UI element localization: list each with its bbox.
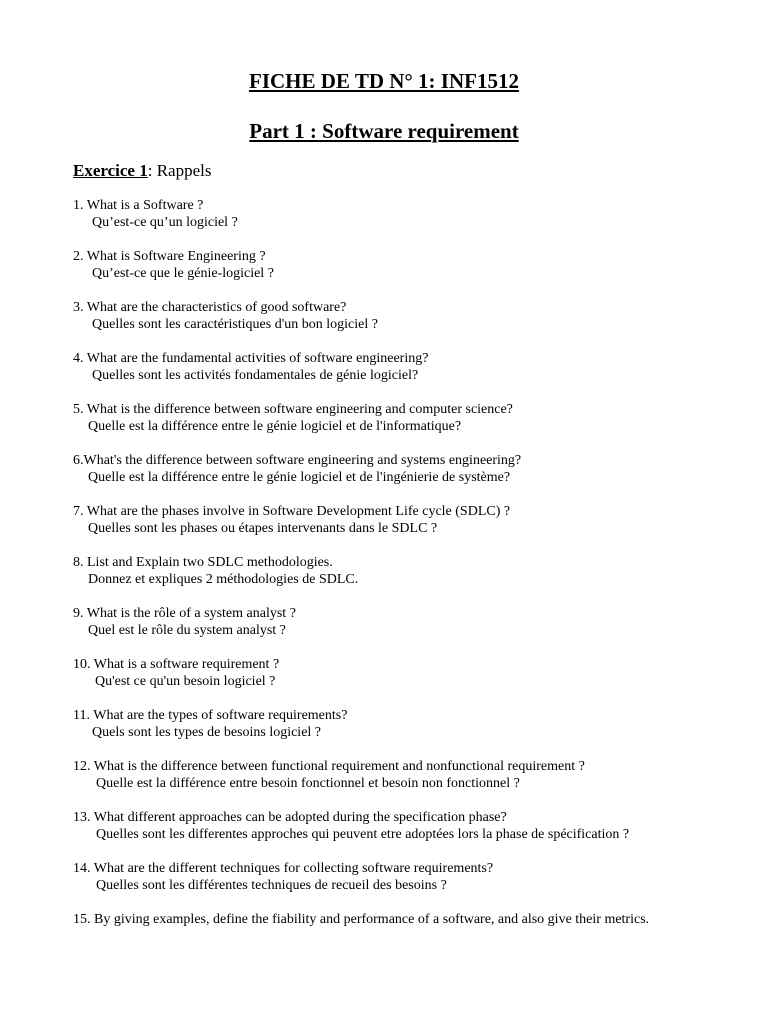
question-item: [73, 452, 694, 486]
question-french: Donnez et expliques 2 méthodologies de SDLC.: [88, 572, 359, 587]
question-english: 2. What is Software Engineering ?: [73, 249, 266, 264]
question-english: 13. What different approaches can be adopted during the specification phase?: [73, 810, 507, 825]
question-french: Quelles sont les activités fondamentales de génie logiciel?: [92, 368, 419, 383]
question-english: 7. What are the phases involve in Software Development Life cycle (SDLC) ?: [73, 504, 511, 519]
question-french: Qu'est ce qu'un besoin logiciel ?: [95, 674, 276, 689]
question-french: Quelle est la différence entre le génie logiciel et de l'ingénierie de système?: [88, 470, 511, 485]
question-english: 3. What are the characteristics of good software?: [73, 300, 347, 315]
question-english: 14. What are the different techniques for collecting software requirements?: [73, 861, 494, 876]
question-item: [73, 401, 694, 435]
question-item: [73, 758, 694, 792]
page-title: FICHE DE TD N° 1: INF1512: [249, 69, 519, 93]
question-item: [73, 503, 694, 537]
question-item: [73, 809, 694, 843]
question-english: 10. What is a software requirement ?: [73, 657, 280, 672]
question-french: Quelles sont les différentes techniques de recueil des besoins ?: [96, 878, 447, 893]
question-english: 6.What's the difference between software engineering and systems engineering?: [73, 453, 522, 468]
question-item: [73, 656, 694, 690]
question-english: 4. What are the fundamental activities of software engineering?: [73, 351, 429, 366]
question-item: [73, 197, 694, 231]
question-english: 12. What is the difference between functional requirement and nonfunctional requirement ?: [73, 759, 585, 774]
question-list: [73, 197, 694, 945]
question-english: 8. List and Explain two SDLC methodologies.: [73, 555, 333, 570]
exercise-separator: :: [147, 161, 153, 180]
question-item: [73, 248, 694, 282]
question-item: [73, 350, 694, 384]
question-french: Quelles sont les caractéristiques d'un bon logiciel ?: [92, 317, 378, 332]
question-french: Quels sont les types de besoins logiciel ?: [92, 725, 322, 740]
question-item: [73, 911, 694, 928]
question-item: [73, 299, 694, 333]
question-french: Quelles sont les phases ou étapes intervenants dans le SDLC ?: [88, 521, 438, 536]
exercise-heading: [73, 161, 212, 181]
question-item: [73, 707, 694, 741]
question-french: Quelle est la différence entre besoin fonctionnel et besoin non fonctionnel ?: [96, 776, 520, 791]
question-item: [73, 860, 694, 894]
question-french: Quelle est la différence entre le génie logiciel et de l'informatique?: [88, 419, 462, 434]
question-french: Qu’est-ce que le génie-logiciel ?: [92, 266, 274, 281]
question-item: [73, 605, 694, 639]
question-french: Quel est le rôle du system analyst ?: [88, 623, 286, 638]
question-french: Qu’est-ce qu’un logiciel ?: [92, 215, 238, 230]
question-english: 5. What is the difference between software engineering and computer science?: [73, 402, 513, 417]
question-english: 1. What is a Software ?: [73, 198, 204, 213]
question-english: 11. What are the types of software requirements?: [73, 708, 348, 723]
question-item: [73, 554, 694, 588]
question-english: 15. By giving examples, define the fiability and performance of a software, and also give their metrics.: [73, 912, 650, 927]
exercise-topic: Rappels: [152, 161, 212, 180]
page-subtitle: Part 1 : Software requirement: [249, 119, 519, 143]
exercise-label: Exercice 1: [73, 161, 148, 180]
question-english: 9. What is the rôle of a system analyst ?: [73, 606, 296, 621]
question-french: Quelles sont les differentes approches qui peuvent etre adoptées lors la phase de spécification ?: [96, 827, 630, 842]
